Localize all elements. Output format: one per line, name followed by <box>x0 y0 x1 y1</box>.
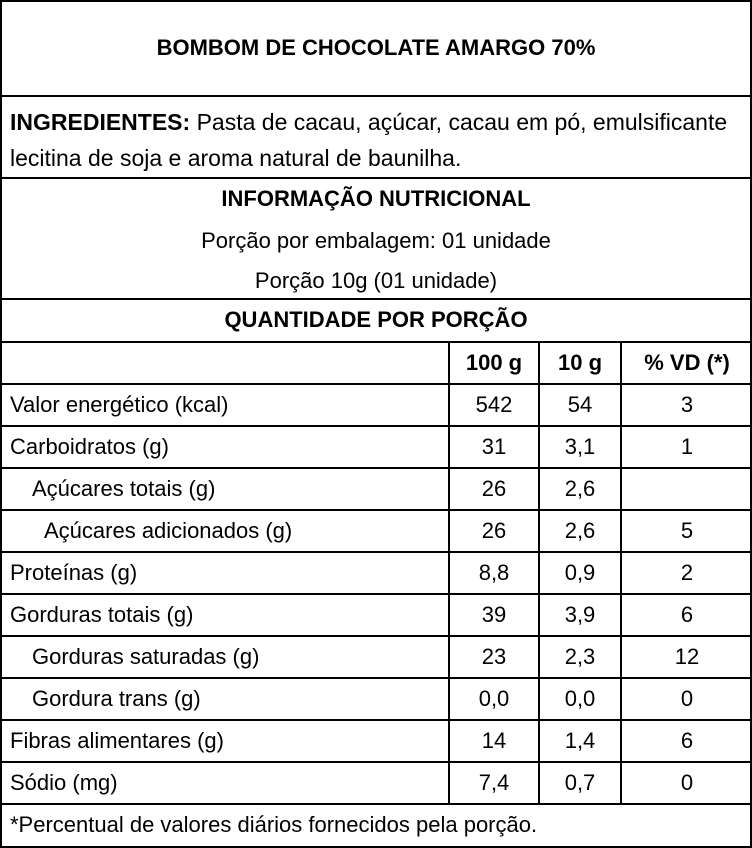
nutrient-name: Gordura trans (g) <box>32 686 201 711</box>
value-100g: 8,8 <box>448 552 538 594</box>
nutrient-name: Sódio (mg) <box>10 770 118 795</box>
value-vd: 6 <box>620 594 752 636</box>
value-10g: 0,0 <box>538 678 620 720</box>
ingredients-text: Pasta de cacau, açúcar, cacau em pó, emulsificante lecitina de soja e aroma natural de baunilha. <box>10 109 728 171</box>
nutrition-info-section <box>0 178 752 298</box>
value-vd: 6 <box>620 720 752 762</box>
value-vd: 0 <box>620 678 752 720</box>
value-10g: 54 <box>538 384 620 426</box>
column-header-vd: % VD (*) <box>620 342 752 384</box>
value-100g: 14 <box>448 720 538 762</box>
value-100g: 542 <box>448 384 538 426</box>
table-row <box>0 552 752 594</box>
servings-per-package: Porção por embalagem: 01 unidade <box>201 228 551 253</box>
nutrition-heading: INFORMAÇÃO NUTRICIONAL <box>221 186 531 211</box>
value-10g: 0,9 <box>538 552 620 594</box>
nutrient-name: Gorduras saturadas (g) <box>32 644 260 669</box>
nutrient-name: Valor energético (kcal) <box>10 392 229 417</box>
value-100g: 26 <box>448 510 538 552</box>
value-100g: 39 <box>448 594 538 636</box>
table-header-blank <box>2 342 448 384</box>
serving-size: Porção 10g (01 unidade) <box>254 268 498 293</box>
table-header-row <box>0 342 752 384</box>
value-vd: 3 <box>620 384 752 426</box>
table-row <box>0 594 752 636</box>
value-vd: 1 <box>620 426 752 468</box>
value-10g: 3,9 <box>538 594 620 636</box>
table-row <box>0 510 752 552</box>
table-row <box>0 426 752 468</box>
nutrient-name: Açúcares adicionados (g) <box>44 518 293 543</box>
column-header-100g: 100 g <box>448 342 538 384</box>
value-10g: 3,1 <box>538 426 620 468</box>
nutrient-name: Açúcares totais (g) <box>32 476 216 501</box>
value-vd <box>620 468 752 510</box>
table-row <box>0 384 752 426</box>
nutrient-name: Fibras alimentares (g) <box>10 728 224 753</box>
footnote: *Percentual de valores diários fornecidos pela porção. <box>0 804 752 848</box>
value-10g: 2,6 <box>538 468 620 510</box>
value-vd: 12 <box>620 636 752 678</box>
value-100g: 7,4 <box>448 762 538 804</box>
value-100g: 0,0 <box>448 678 538 720</box>
ingredients-section <box>0 96 752 178</box>
nutrient-name: Gorduras totais (g) <box>10 602 194 627</box>
value-10g: 1,4 <box>538 720 620 762</box>
value-10g: 2,6 <box>538 510 620 552</box>
nutrient-name: Proteínas (g) <box>10 560 138 585</box>
product-title: BOMBOM DE CHOCOLATE AMARGO 70% <box>0 0 752 96</box>
value-vd: 0 <box>620 762 752 804</box>
table-row <box>0 720 752 762</box>
nutrient-name: Carboidratos (g) <box>10 434 169 459</box>
value-vd: 2 <box>620 552 752 594</box>
column-header-10g: 10 g <box>538 342 620 384</box>
value-10g: 2,3 <box>538 636 620 678</box>
value-100g: 31 <box>448 426 538 468</box>
table-row <box>0 762 752 804</box>
table-row <box>0 636 752 678</box>
value-vd: 5 <box>620 510 752 552</box>
table-row <box>0 468 752 510</box>
value-100g: 26 <box>448 468 538 510</box>
ingredients-label: INGREDIENTES: <box>10 109 191 135</box>
quantity-heading: QUANTIDADE POR PORÇÃO <box>0 298 752 342</box>
value-100g: 23 <box>448 636 538 678</box>
value-10g: 0,7 <box>538 762 620 804</box>
table-row <box>0 678 752 720</box>
